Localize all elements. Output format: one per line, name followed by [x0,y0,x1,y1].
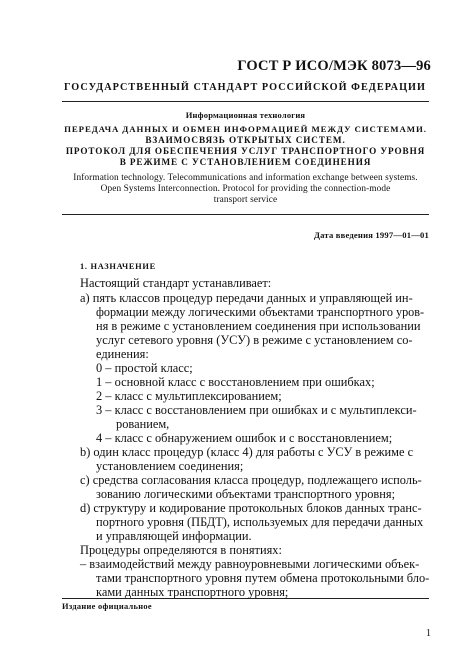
heading-line: ПЕРЕДАЧА ДАННЫХ И ОБМЕН ИНФОРМАЦИЕЙ МЕЖДУ СИСТЕМАМИ. [64,124,427,134]
body-line: ня в режиме с установлением соединения при использовании [96,319,421,333]
section-title: 1. НАЗНАЧЕНИЕ [80,262,156,271]
header-divider [62,214,429,215]
english-title-line: Open Systems Interconnection. Protocol for providing the connection-mode [100,184,391,194]
body-line: – взаимодействий между равноуровневыми логическими объек- [80,557,420,571]
english-title-line: transport service [213,195,278,205]
body-line: Процедуры определяются в понятиях: [80,543,282,557]
standard-title: ГОСУДАРСТВЕННЫЙ СТАНДАРТ РОССИЙСКОЙ ФЕДЕРАЦИИ [63,82,426,93]
effective-date: Дата введения 1997—01—01 [314,230,429,240]
heading-line: В РЕЖИМЕ С УСТАНОВЛЕНИЕМ СОЕДИНЕНИЯ [119,157,372,167]
body-line: тами транспортного уровня путем обмена протокольными бло- [96,571,430,585]
body-line: c) средства согласования класса процедур, подлежащего исполь- [80,473,422,487]
document-subtitle: Информационная технология [185,110,306,120]
footer-divider [62,598,429,599]
body-line: услуг сетевого уровня (УСУ) в режиме с установлением со- [96,333,413,347]
body-line: установлением соединения; [96,459,244,473]
body-line: 3 – класс с восстановлением при ошибках и с мультиплекси- [96,403,417,417]
body-line: зованию логическими объектами транспортного уровня; [96,487,396,501]
body-line: a) пять классов процедур передачи данных и управляющей ин- [80,291,413,305]
body-line: Настоящий стандарт устанавливает: [80,276,272,290]
title-divider [62,101,429,102]
body-line: b) один класс процедур (класс 4) для работы с УСУ в режиме с [80,445,414,459]
body-line: рованием, [116,417,170,431]
official-edition-label: Издание официальное [62,602,152,611]
heading-line: ПРОТОКОЛ ДЛЯ ОБЕСПЕЧЕНИЯ УСЛУГ ТРАНСПОРТНОГО УРОВНЯ [65,146,426,156]
standard-code: ГОСТ Р ИСО/МЭК 8073—96 [237,58,431,74]
body-line: 2 – класс с мультиплексированием; [96,389,282,403]
body-line: формации между логическими объектами транспортного уров- [96,305,425,319]
page-number: 1 [426,628,431,639]
body-line: и управляющей информации. [96,529,252,543]
body-line: ками данных транспортного уровня; [96,585,289,599]
body-line: 4 – класс с обнаружением ошибок и с восстановлением; [96,431,393,445]
body-line: 0 – простой класс; [96,361,193,375]
heading-line: ВЗАИМОСВЯЗЬ ОТКРЫТЫХ СИСТЕМ. [145,135,346,145]
body-line: единения: [96,347,149,361]
body-line: d) структуру и кодирование протокольных блоков данных транс- [80,501,422,515]
english-title-line: Information technology. Telecommunications and information exchange between systems. [73,173,418,183]
body-line: 1 – основной класс с восстановлением при ошибках; [96,375,375,389]
body-line: портного уровня (ПБДТ), используемых для передачи данных [96,515,424,529]
